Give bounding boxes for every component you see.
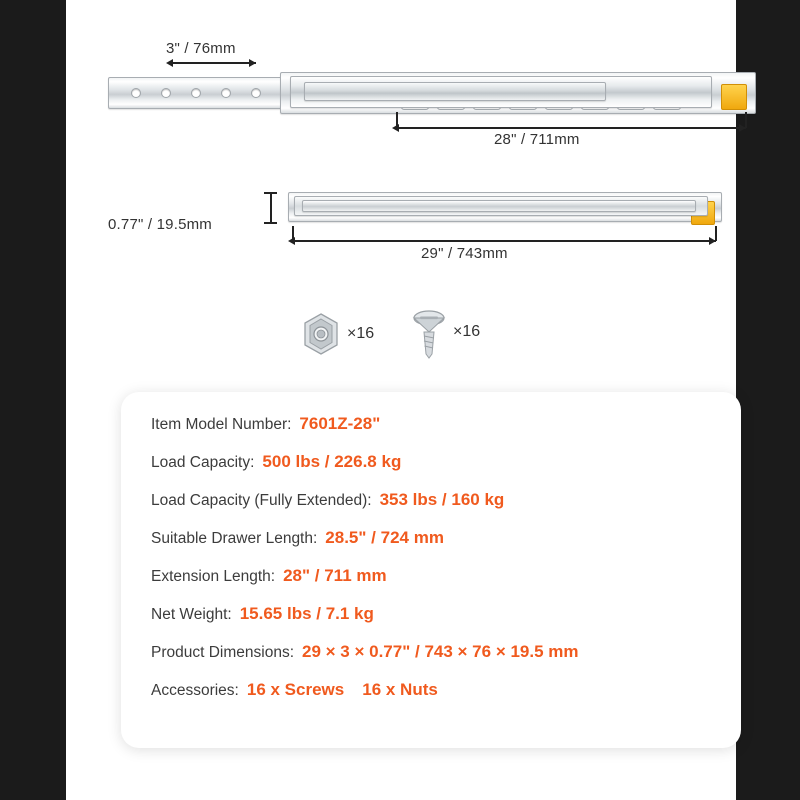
extension-dimension-line: [396, 127, 746, 129]
mounting-hole: [221, 88, 231, 98]
spec-value: 500 lbs / 226.8 kg: [262, 452, 402, 471]
spec-label: Load Capacity:: [151, 454, 255, 471]
left-edge-bar: [0, 0, 66, 800]
slide-rail-extended-view: [108, 68, 753, 114]
spec-value: 353 lbs / 160 kg: [379, 490, 505, 509]
spec-row-drawer-length: [121, 528, 741, 566]
thickness-dimension-line: [270, 193, 272, 223]
nut-count-label: ×16: [347, 325, 375, 342]
product-spec-page: [66, 0, 736, 800]
extension-tick-left: [396, 112, 398, 128]
spec-label: Accessories:: [151, 682, 239, 699]
mounting-hole: [161, 88, 171, 98]
spec-label: Extension Length:: [151, 568, 276, 585]
spec-label: Product Dimensions:: [151, 644, 295, 661]
spec-row-load-capacity: [121, 452, 741, 490]
hardware-row: [66, 300, 736, 370]
dimension-label-depth: 3" / 76mm: [166, 40, 236, 57]
spec-value-nuts: 16 x Nuts: [362, 680, 438, 699]
length-tick-left: [292, 226, 294, 241]
mounting-hole: [191, 88, 201, 98]
spec-row-load-capacity-extended: [121, 490, 741, 528]
extension-tick-right: [745, 112, 747, 128]
spec-label: Net Weight:: [151, 606, 232, 623]
hardware-screw-item: [411, 308, 480, 356]
depth-arrow-left: [166, 59, 173, 67]
slide-rail-closed-view: [288, 186, 720, 226]
specification-card: [121, 392, 741, 748]
dimension-label-length: 29" / 743mm: [421, 245, 508, 262]
spec-row-accessories: [121, 680, 741, 718]
mounting-hole: [131, 88, 141, 98]
dimension-label-extension: 28" / 711mm: [494, 131, 580, 148]
dimension-label-thickness: 0.77" / 19.5mm: [108, 216, 213, 233]
spec-row-product-dimensions: [121, 642, 741, 680]
screw-icon: [411, 308, 447, 356]
depth-dimension-line: [170, 62, 256, 64]
spec-label: Load Capacity (Fully Extended):: [151, 492, 372, 509]
mounting-hole: [251, 88, 261, 98]
spec-row-net-weight: [121, 604, 741, 642]
thickness-tick-top: [264, 192, 277, 194]
length-tick-right: [715, 226, 717, 241]
screw-count-label: ×16: [453, 323, 481, 340]
spec-label: Item Model Number:: [151, 416, 292, 433]
length-dimension-line: [292, 240, 716, 242]
spec-row-extension-length: [121, 566, 741, 604]
spec-value: 28.5" / 724 mm: [325, 528, 444, 547]
spec-value: 29 × 3 × 0.77" / 743 × 76 × 19.5 mm: [302, 642, 579, 661]
hardware-nut-item: [301, 312, 374, 356]
spec-value: 15.65 lbs / 7.1 kg: [239, 604, 374, 623]
depth-arrow-right: [249, 59, 256, 67]
release-lever-tab: [721, 84, 747, 110]
spec-value: 7601Z-28": [299, 414, 381, 433]
spec-label: Suitable Drawer Length:: [151, 530, 318, 547]
rail-inner-profile: [302, 200, 696, 212]
spec-row-model-number: [121, 414, 741, 452]
rail-outer-left-section: [108, 77, 290, 109]
rail-inner-member: [304, 82, 606, 101]
spec-value: 28" / 711 mm: [283, 566, 387, 585]
thickness-tick-bottom: [264, 222, 277, 224]
spec-value-screws: 16 x Screws: [246, 680, 345, 699]
product-diagram: [66, 0, 736, 385]
nut-icon: [301, 312, 341, 356]
